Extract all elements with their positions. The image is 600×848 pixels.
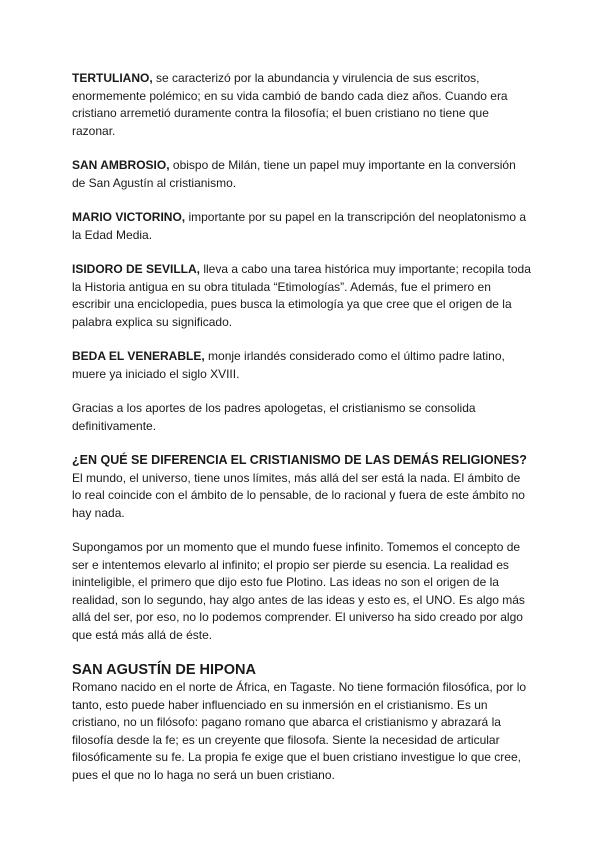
question-heading: ¿EN QUÉ SE DIFERENCIA EL CRISTIANISMO DE LAS DEMÁS RELIGIONES? xyxy=(72,453,527,467)
bio-san-ambrosio xyxy=(72,157,532,192)
bio-text: se caracterizó por la abundancia y virulencia de sus escritos, enormemente polémico; en su vida cambió de bando cada diez años. Cuando era cristiano arremetió duramente contra la filosofía; el buen cristiano no tiene que razonar. xyxy=(72,71,508,138)
agustin-paragraph: Romano nacido en el norte de África, en Tagaste. No tiene formación filosófica, por lo tanto, esto puede haber influenciado en su inmersión en el cristianismo. Es un cristiano, no un filósofo: pagano romano que abarca el cristianismo y abrazará la filosofía desde la fe; es un creyente que filosofa. Siente la necesidad de articular filosóficamente su fe. La propia fe exige que el buen cristiano investigue lo que cree, pues el que no lo haga no será un buen cristiano. xyxy=(72,680,527,782)
bio-tertuliano xyxy=(72,70,532,140)
bio-name: SAN AMBROSIO, xyxy=(72,158,170,172)
document-page xyxy=(72,70,532,784)
bio-name: ISIDORO DE SEVILLA, xyxy=(72,262,201,276)
bio-mario-victorino xyxy=(72,209,532,244)
bio-name: BEDA EL VENERABLE, xyxy=(72,349,205,363)
bio-text: importante por su papel en la transcripción del neoplatonismo a la Edad Media. xyxy=(72,210,526,242)
bio-text: obispo de Milán, tiene un papel muy importante en la conversión de San Agustín al cristianismo. xyxy=(72,158,516,190)
bio-isidoro-de-sevilla xyxy=(72,261,532,331)
bio-text: lleva a cabo una tarea histórica muy importante; recopila toda la Historia antigua en su obra titulada “Etimologías”. Además, fue el primero en escribir una enciclopedia, pues busca la etimología ya que cree que el origen de la palabra explica su significado. xyxy=(72,262,531,329)
question-paragraph-1: El mundo, el universo, tiene unos límites, más allá del ser está la nada. El ámbito de lo real coincide con el ámbito de lo pensable, de lo racional y fuera de este ámbito no hay nada. xyxy=(72,470,525,520)
bio-beda-el-venerable xyxy=(72,348,532,383)
bio-name: TERTULIANO, xyxy=(72,71,153,85)
section-heading-agustin: SAN AGUSTÍN DE HIPONA xyxy=(72,662,256,678)
bio-text: monje irlandés considerado como el último padre latino, muere ya iniciado el siglo XVIII. xyxy=(72,349,505,381)
apologetas-paragraph: Gracias a los aportes de los padres apologetas, el cristianismo se consolida definitivamente. xyxy=(72,401,476,433)
bio-name: MARIO VICTORINO, xyxy=(72,210,186,224)
question-paragraph-2: Supongamos por un momento que el mundo fuese infinito. Tomemos el concepto de ser e intentemos elevarlo al infinito; el propio ser pierde su esencia. La realidad es ininteligible, el primero que dijo esto fue Plotino. Las ideas no son el origen de la realidad, son lo segundo, hay algo antes de las ideas y esto es, el UNO. Es algo más allá del ser, por eso, no lo podemos comprender. El universo ha sido creado por algo que está más allá de éste. xyxy=(72,540,525,642)
